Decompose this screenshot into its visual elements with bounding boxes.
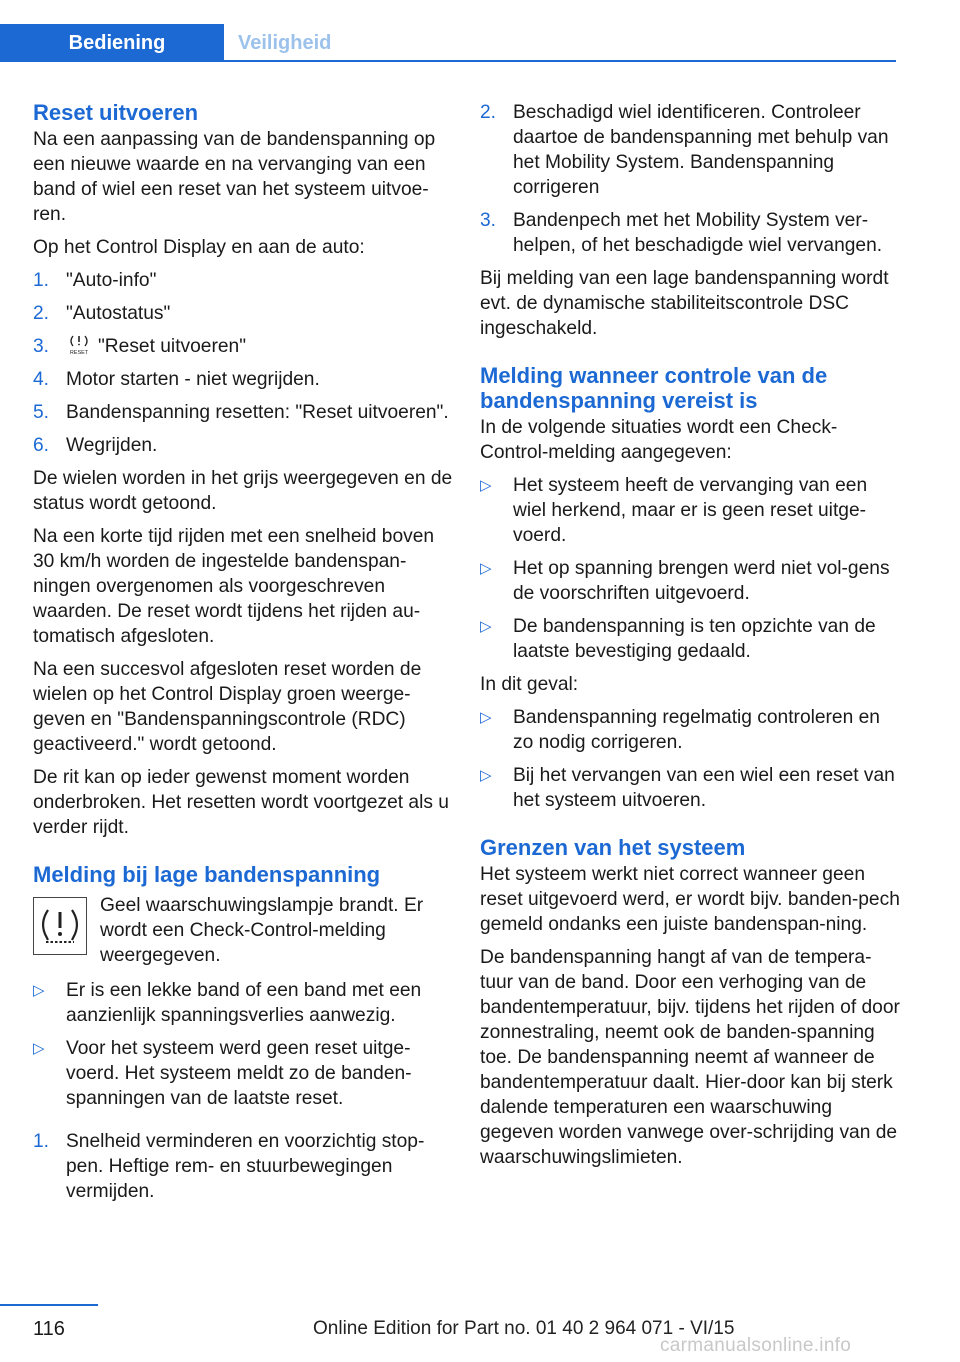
watermark: carmanualsonline.info [660,1335,852,1356]
bullet-text: Er is een lekke band of een band met een aanzienlijk spanningsverlies aanwezig. [66,980,422,1026]
page-number: 116 [33,1318,65,1340]
list-item [33,334,453,359]
step-number: 1. [33,270,50,291]
step-text: "Autostatus" [66,303,171,324]
list-item [480,614,900,664]
paragraph: Na een succesvol afgesloten reset worden de wielen op het Control Display groen weerge-geven en "Bandenspanningscontrole (RDC) geactiveerd." wordt getoond. [33,659,422,755]
tire-warning-icon [33,897,87,955]
list-item [33,400,453,425]
edition-note: Online Edition for Part no. 01 40 2 964 071 - VI/15 [313,1318,735,1339]
step-number: 5. [33,402,50,423]
tab-veiligheid[interactable]: Veiligheid [238,31,332,54]
reset-on-display: Op het Control Display en aan de auto: [33,237,365,258]
tab-bediening[interactable]: Bediening [0,24,224,62]
step-number: 3. [480,210,497,231]
paragraph: De rit kan op ieder gewenst moment worden onderbroken. Het resetten wordt voortgezet als u verder rijdt. [33,767,449,838]
step-text: "Reset uitvoeren" [98,336,247,357]
reset-heading: Reset uitvoeren [33,100,199,125]
step-text: Beschadigd wiel identificeren. Controleer daartoe de bandenspanning met behulp van het Mobility System. Bandenspanning corrigeren [513,102,889,198]
bullet-icon: ▷ [480,709,492,726]
list-item [480,705,900,755]
step-text: Bandenpech met het Mobility System ver-helpen, of het beschadigde wiel vervangen. [513,210,883,256]
bullet-icon: ▷ [480,560,492,577]
step-number: 2. [33,303,50,324]
check-heading: Melding wanneer controle van de bandenspanning vereist is [480,363,828,413]
low-pressure-heading: Melding bij lage bandenspanning [33,862,381,887]
bullet-text: Bij het vervangen van een wiel een reset van het systeem uitvoeren. [513,765,895,811]
list-item [33,1129,453,1204]
paragraph: In dit geval: [480,674,579,695]
header-tabs [0,0,896,62]
step-text: Bandenspanning resetten: "Reset uitvoeren". [66,402,449,423]
list-item [480,556,900,606]
step-number: 4. [33,369,50,390]
step-number: 2. [480,102,497,123]
paragraph: In de volgende situaties wordt een Check-Control-melding aangegeven: [480,417,838,463]
bullet-icon: ▷ [33,1040,45,1057]
footer-divider [0,1304,98,1306]
list-item [33,301,453,326]
right-column [480,100,900,1178]
bullet-icon: ▷ [33,982,45,999]
list-item [480,208,900,258]
list-item [480,763,900,813]
step-number: 6. [33,435,50,456]
bullet-icon: ▷ [480,767,492,784]
list-item [480,473,900,548]
step-text: "Auto-info" [66,270,157,291]
reset-icon [66,334,92,356]
limits-heading: Grenzen van het systeem [480,835,746,860]
bullet-text: Het op spanning brengen werd niet vol-gens de voorschriften uitgevoerd. [513,558,890,604]
bullet-text: Voor het systeem werd geen reset uitge-voerd. Het systeem meldt zo de banden-spanningen van de laatste reset. [66,1038,412,1109]
list-item [33,433,453,458]
list-item [33,978,453,1028]
step-text: Snelheid verminderen en voorzichtig stop-pen. Heftige rem- en stuurbewegingen vermijden. [66,1131,425,1202]
bullet-icon: ▷ [480,477,492,494]
warning-text: Geel waarschuwingslampje brandt. Er wordt een Check-Control-melding weergegeven. [100,895,424,966]
paragraph: Het systeem werkt niet correct wanneer geen reset uitgevoerd werd, er wordt bijv. banden-pech gemeld ondanks een juiste bandenspan-ning. [480,864,900,935]
paragraph: De wielen worden in het grijs weergegeven en de status wordt getoond. [33,468,453,514]
paragraph: Bij melding van een lage bandenspanning wordt evt. de dynamische stabiliteitscontrole DSC ingeschakeld. [480,268,889,339]
paragraph: De bandenspanning hangt af van de tempera-tuur van de band. Door een verhoging van de bandentemperatuur, bijv. tijdens het rijden of door zonnestraling, neemt ook de banden-spanning toe. De bandenspanning neemt af wanneer de bandentemperatuur daalt. Hier-door kan bij sterk dalende temperaturen een waarschuwing gegeven worden vanwege over-schrijding van de waarschuwingslimieten. [480,947,900,1168]
warning-block [33,893,453,968]
step-text: Wegrijden. [66,435,158,456]
bullet-icon: ▷ [480,618,492,635]
left-column [33,100,453,1212]
svg-text:RESET: RESET [69,350,89,356]
list-item [33,1036,453,1111]
paragraph: Na een korte tijd rijden met een snelheid boven 30 km/h worden de ingestelde bandenspan-ningen overgenomen als voorgeschreven waarden. De reset wordt tijdens het rijden au-tomatisch afgesloten. [33,526,435,647]
bullet-text: Het systeem heeft de vervanging van een wiel herkend, maar er is geen reset uitge-voerd. [513,475,868,546]
reset-intro: Na een aanpassing van de bandenspanning op een nieuwe waarde en na vervanging van een band of wiel een reset van het systeem uitvoe-ren. [33,129,436,225]
step-number: 3. [33,336,50,357]
list-item [33,367,453,392]
step-number: 1. [33,1131,50,1152]
bullet-text: Bandenspanning regelmatig controleren en zo nodig corrigeren. [513,707,880,753]
step-text: Motor starten - niet wegrijden. [66,369,320,390]
header-divider [0,60,896,62]
bullet-text: De bandenspanning is ten opzichte van de laatste bevestiging gedaald. [513,616,876,662]
list-item [480,100,900,200]
list-item [33,268,453,293]
